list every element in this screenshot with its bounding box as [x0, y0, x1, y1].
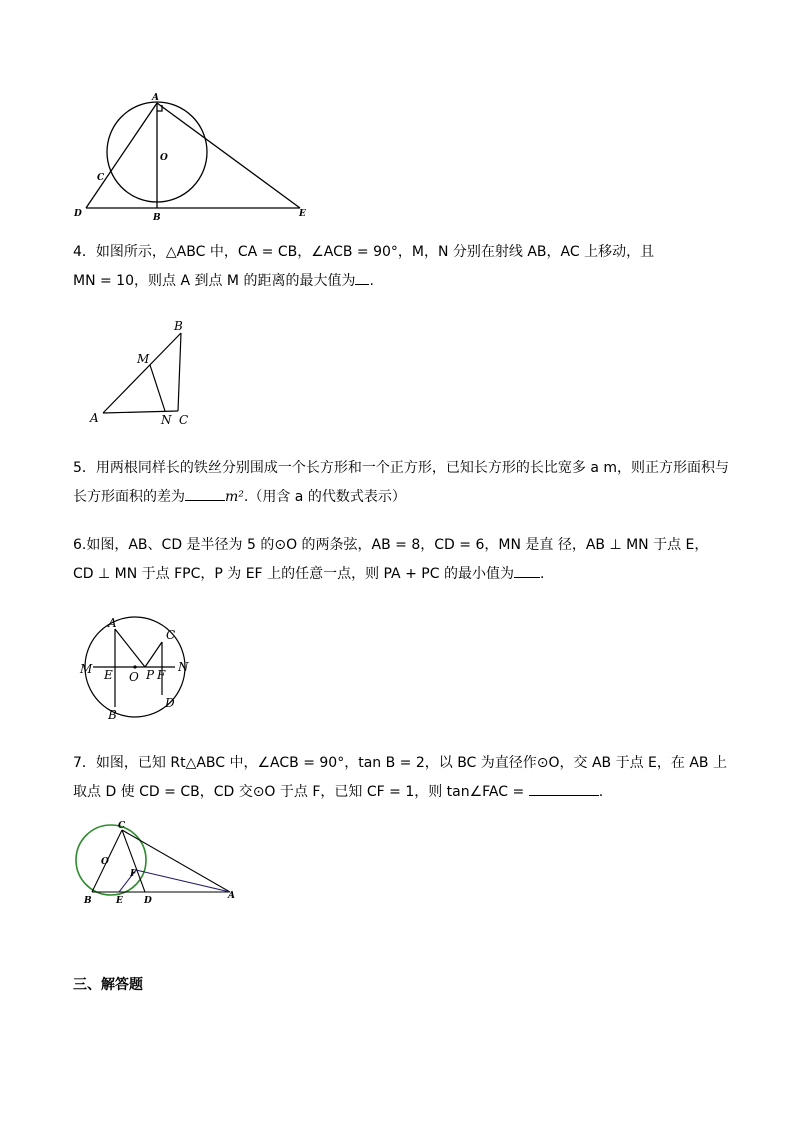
line-pa [115, 629, 145, 667]
q4-line-1: 4．如图所示，△ABC 中，CA = CB，∠ACB = 90°，M，N 分别在射线 AB，AC 上移动，且 [73, 244, 655, 260]
label-o: O [101, 857, 109, 867]
question-7 [73, 749, 733, 807]
label-d: D [165, 696, 175, 710]
q4-answer-blank [355, 284, 369, 285]
label-n: N [178, 660, 189, 674]
figure-right-triangle-circle [70, 818, 245, 908]
q5-line-2-end: .（用含 a 的代数式表示） [243, 489, 406, 505]
circle-o [76, 825, 146, 895]
q7-line-2 [73, 778, 733, 807]
label-o: O [129, 670, 139, 684]
q7-line-2-text: 取点 D 使 CD = CB，CD 交⊙O 于点 F，已知 CF = 1，则 tan∠FAC = [73, 784, 525, 800]
line-fa [136, 870, 230, 892]
label-e: E [104, 668, 113, 682]
q4-line-2-end: . [369, 273, 374, 289]
label-n: N [161, 413, 172, 427]
label-e: E [299, 209, 306, 219]
line-bc [178, 333, 181, 411]
q6-line-2-text: CD ⊥ MN 于点 FPC，P 为 EF 上的任意一点，则 PA + PC 的最小值为 [73, 566, 514, 582]
question-4 [73, 238, 733, 296]
q6-line-2 [73, 560, 733, 589]
line-mn [150, 365, 165, 411]
center-dot [133, 665, 136, 668]
label-a: A [152, 93, 159, 103]
figure-circle-chords [75, 615, 195, 725]
label-d: D [74, 209, 82, 219]
q4-line-2-text: MN = 10，则点 A 到点 M 的距离的最大值为 [73, 273, 356, 289]
q7-answer-blank [529, 795, 599, 796]
q6-answer-blank [514, 577, 540, 578]
label-f: F [157, 668, 166, 682]
q6-line-1: 6.如图，AB、CD 是半径为 5 的⊙O 的两条弦，AB = 8，CD = 6，MN 是直 径，AB ⊥ MN 于点 E， [73, 537, 709, 553]
label-c: C [118, 821, 126, 831]
q5-line-1: 5．用两根同样长的铁丝分别围成一个长方形和一个正方形，已知长方形的长比宽多 a m，则正方形面积与 [73, 460, 730, 476]
label-c: C [179, 413, 189, 427]
q7-line-1: 7．如图，已知 Rt△ABC 中，∠ACB = 90°，tan B = 2，以 BC 为直径作⊙O，交 AB 于点 E，在 AB 上 [73, 755, 727, 771]
q6-line-2-end: . [539, 566, 545, 582]
line-cd [122, 830, 145, 892]
label-o: O [160, 153, 168, 163]
label-a: A [108, 616, 117, 630]
q5-unit: m² [225, 489, 244, 505]
label-b: B [84, 896, 92, 906]
line-ab [103, 333, 181, 413]
label-f: F [130, 869, 137, 879]
q7-line-2-end: . [598, 784, 604, 800]
q5-line-2 [73, 483, 733, 512]
q5-answer-blank [185, 500, 225, 501]
question-5 [73, 454, 733, 512]
figure-circle-triangle [70, 90, 320, 225]
question-6 [73, 531, 733, 589]
label-e: E [116, 896, 123, 906]
label-a: A [90, 411, 99, 425]
q4-line-2 [73, 267, 733, 296]
line-da [86, 103, 157, 208]
label-m: M [80, 662, 93, 676]
label-b: B [153, 213, 161, 223]
section-3-title: 三、解答题 [73, 977, 143, 993]
q5-line-2-text: 长方形面积的差为 [73, 489, 185, 505]
label-p: P [146, 668, 155, 682]
label-m: M [137, 352, 150, 366]
label-a: A [228, 891, 235, 901]
label-c: C [166, 628, 176, 642]
label-b: B [108, 708, 117, 722]
figure-triangle-mn [85, 318, 200, 433]
label-c: C [97, 173, 105, 183]
label-b: B [174, 319, 183, 333]
line-ae [157, 103, 300, 208]
line-pc [145, 642, 162, 667]
label-d: D [144, 896, 152, 906]
